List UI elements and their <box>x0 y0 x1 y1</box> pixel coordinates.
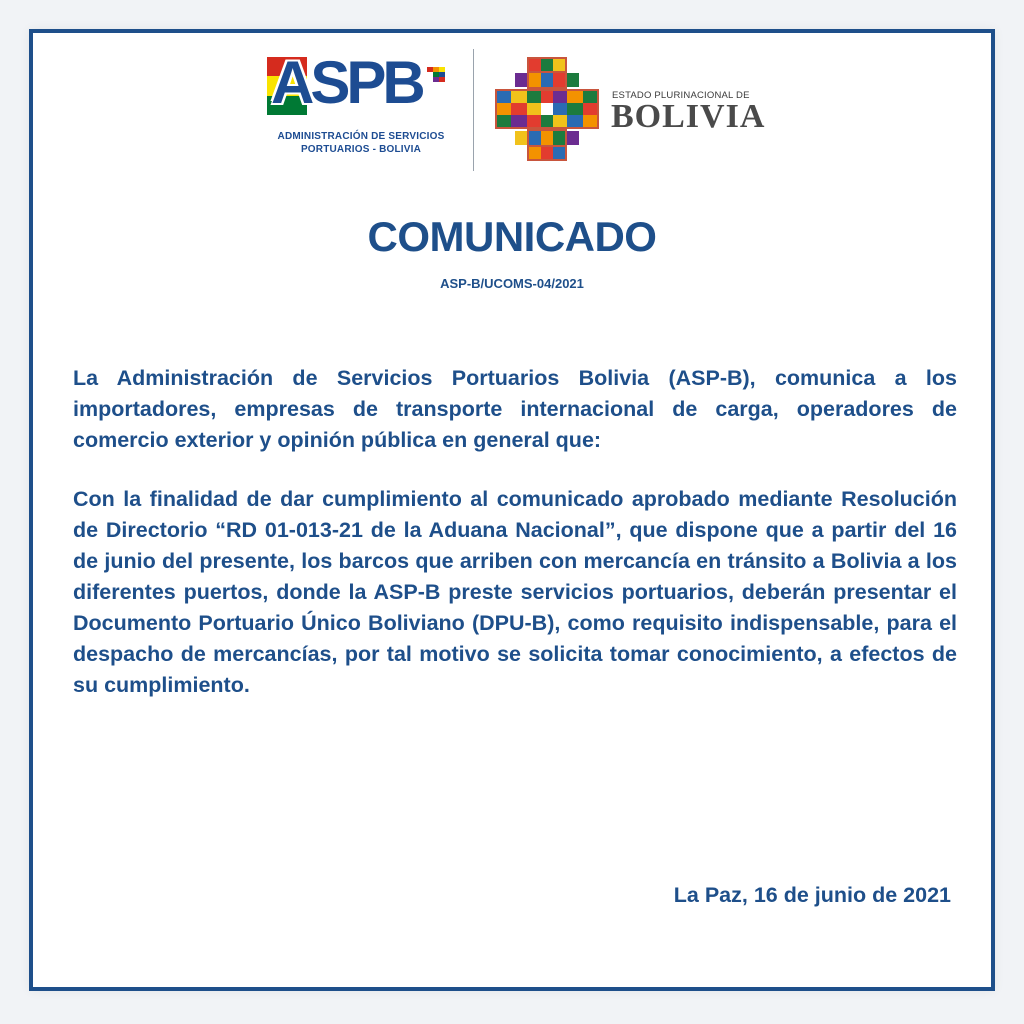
wiphala-emblem-icon <box>427 67 451 87</box>
logo-divider <box>473 49 474 171</box>
header <box>33 33 991 193</box>
aspb-subtitle-line1: ADMINISTRACIÓN DE SERVICIOS <box>277 131 445 142</box>
estado-plurinacional-label: ESTADO PLURINACIONAL DE <box>612 90 750 101</box>
body-paragraph-2: Con la finalidad de dar cumplimiento al comunicado aprobado mediante Resolución de Directorio “RD 01-013-21 de la Aduana Nacional”, que dispone que a partir del 16 de junio del presente, los barcos que arriben con mercancía en tránsito a Bolivia a los diferentes puertos, donde la ASP-B preste servicios portuarios, deberán presentar el Documento Portuario Único Boliviano (DPU-B), como requisito indispensable, para el despacho de mercancías, por tal motivo se solicita tomar conocimiento, a efectos de su cumplimiento. <box>73 487 957 697</box>
bolivia-chakana-emblem-icon <box>491 53 603 165</box>
body-paragraph-1: La Administración de Servicios Portuarios Bolivia (ASP-B), comunica a los importadores, empresas de transporte internacional de carga, operadores de comercio exterior y opinión pública en general que: <box>73 366 957 452</box>
place-date: La Paz, 16 de junio de 2021 <box>673 883 951 907</box>
document-frame <box>29 29 995 991</box>
aspb-subtitle-line2: PORTUARIOS - BOLIVIA <box>300 144 422 155</box>
bolivia-wordmark: BOLIVIA <box>611 98 766 135</box>
document-title: COMUNICADO <box>367 213 657 260</box>
document-reference: ASP-B/UCOMS-04/2021 <box>440 276 584 291</box>
aspb-wordmark: ASPB <box>271 49 422 116</box>
aspb-logo <box>267 49 467 165</box>
